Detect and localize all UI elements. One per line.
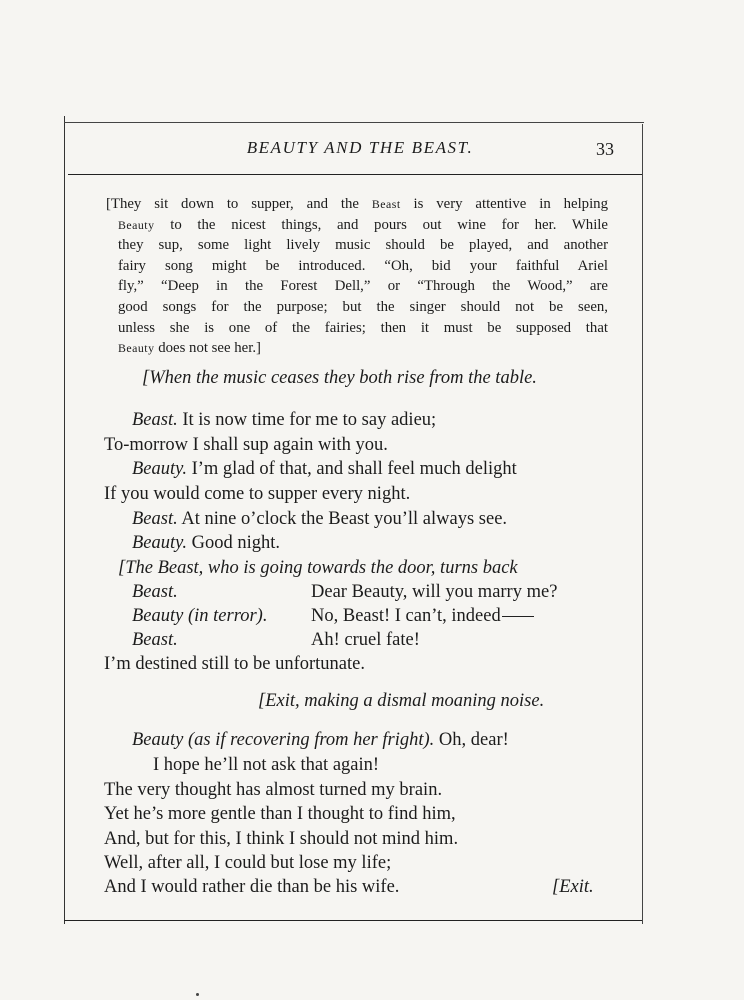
dialogue-line: If you would come to supper every night. (104, 484, 411, 504)
stage-line: Beauty to the nicest things, and pours out wine for her. While (118, 216, 608, 233)
top-rule (64, 122, 644, 123)
speaker: Beauty. (132, 533, 187, 553)
dialogue-line: Beauty. I’m glad of that, and shall feel much delight (132, 459, 517, 479)
stage-direction-final-exit: [Exit. (552, 877, 594, 897)
dialogue-line: Beauty. Good night. (132, 533, 280, 553)
running-title: BEAUTY AND THE BEAST. (246, 138, 474, 157)
dialogue-line: I’m destined still to be unfortunate. (104, 654, 365, 674)
page-frame-right (642, 124, 643, 924)
speaker: Beast. (132, 410, 178, 430)
stage-direction-door: [The Beast, who is going towards the door, turns back (118, 558, 518, 578)
stage-line: Beauty does not see her.] (118, 340, 261, 357)
dialogue-line: Beast. At nine o’clock the Beast you’ll always see. (132, 509, 508, 529)
verse-line: The very thought has almost turned my brain. (104, 780, 443, 800)
stage-line: they sup, some light lively music should be played, and another (118, 237, 608, 254)
verse-line: And I would rather die than be his wife. (104, 877, 400, 897)
speaker: Beast. (132, 582, 178, 602)
page-speck (196, 993, 199, 996)
dialogue-line: Beast. It is now time for me to say adieu; (132, 410, 437, 430)
header-rule (68, 174, 642, 175)
stage-direction (106, 194, 608, 359)
dialogue-line: To-morrow I shall sup again with you. (104, 435, 388, 455)
speaker: Beauty (as if recovering from her fright). (132, 730, 435, 750)
verse-line: Well, after all, I could but lose my life; (104, 853, 392, 873)
bottom-rule (64, 920, 642, 921)
stage-line: [They sit down to supper, and the Beast is very attentive in helping (106, 196, 608, 212)
verse-line: And, but for this, I think I should not mind him. (104, 829, 459, 849)
speaker: Beast. (132, 509, 178, 529)
dialogue-line: No, Beast! I can’t, indeed (311, 606, 534, 627)
dialogue-line: Beauty (as if recovering from her fright). Oh, dear! (132, 730, 509, 750)
stage-line: good songs for the purpose; but the singer should not be seen, (118, 298, 608, 315)
page-number: 33 (596, 139, 614, 159)
speaker: Beauty. (132, 459, 187, 479)
em-dash-rule (502, 616, 534, 617)
stage-line: fairy song might be introduced. “Oh, bid your faithful Ariel (118, 257, 608, 274)
stage-direction-rise: [When the music ceases they both rise from the table. (142, 368, 537, 388)
stage-line: fly,” “Deep in the Forest Dell,” or “Through the Wood,” are (118, 278, 608, 295)
stage-line: unless she is one of the fairies; then it must be supposed that (118, 319, 608, 336)
speaker: Beauty (in terror). (132, 606, 268, 626)
page-frame-left (64, 116, 65, 924)
stage-direction-exit: [Exit, making a dismal moaning noise. (258, 691, 545, 711)
speaker: Beast. (132, 630, 178, 650)
verse-line: I hope he’ll not ask that again! (153, 755, 380, 775)
dialogue-line: Ah! cruel fate! (311, 630, 420, 650)
verse-line: Yet he’s more gentle than I thought to find him, (104, 804, 456, 824)
dialogue-line: Dear Beauty, will you marry me? (311, 582, 558, 602)
